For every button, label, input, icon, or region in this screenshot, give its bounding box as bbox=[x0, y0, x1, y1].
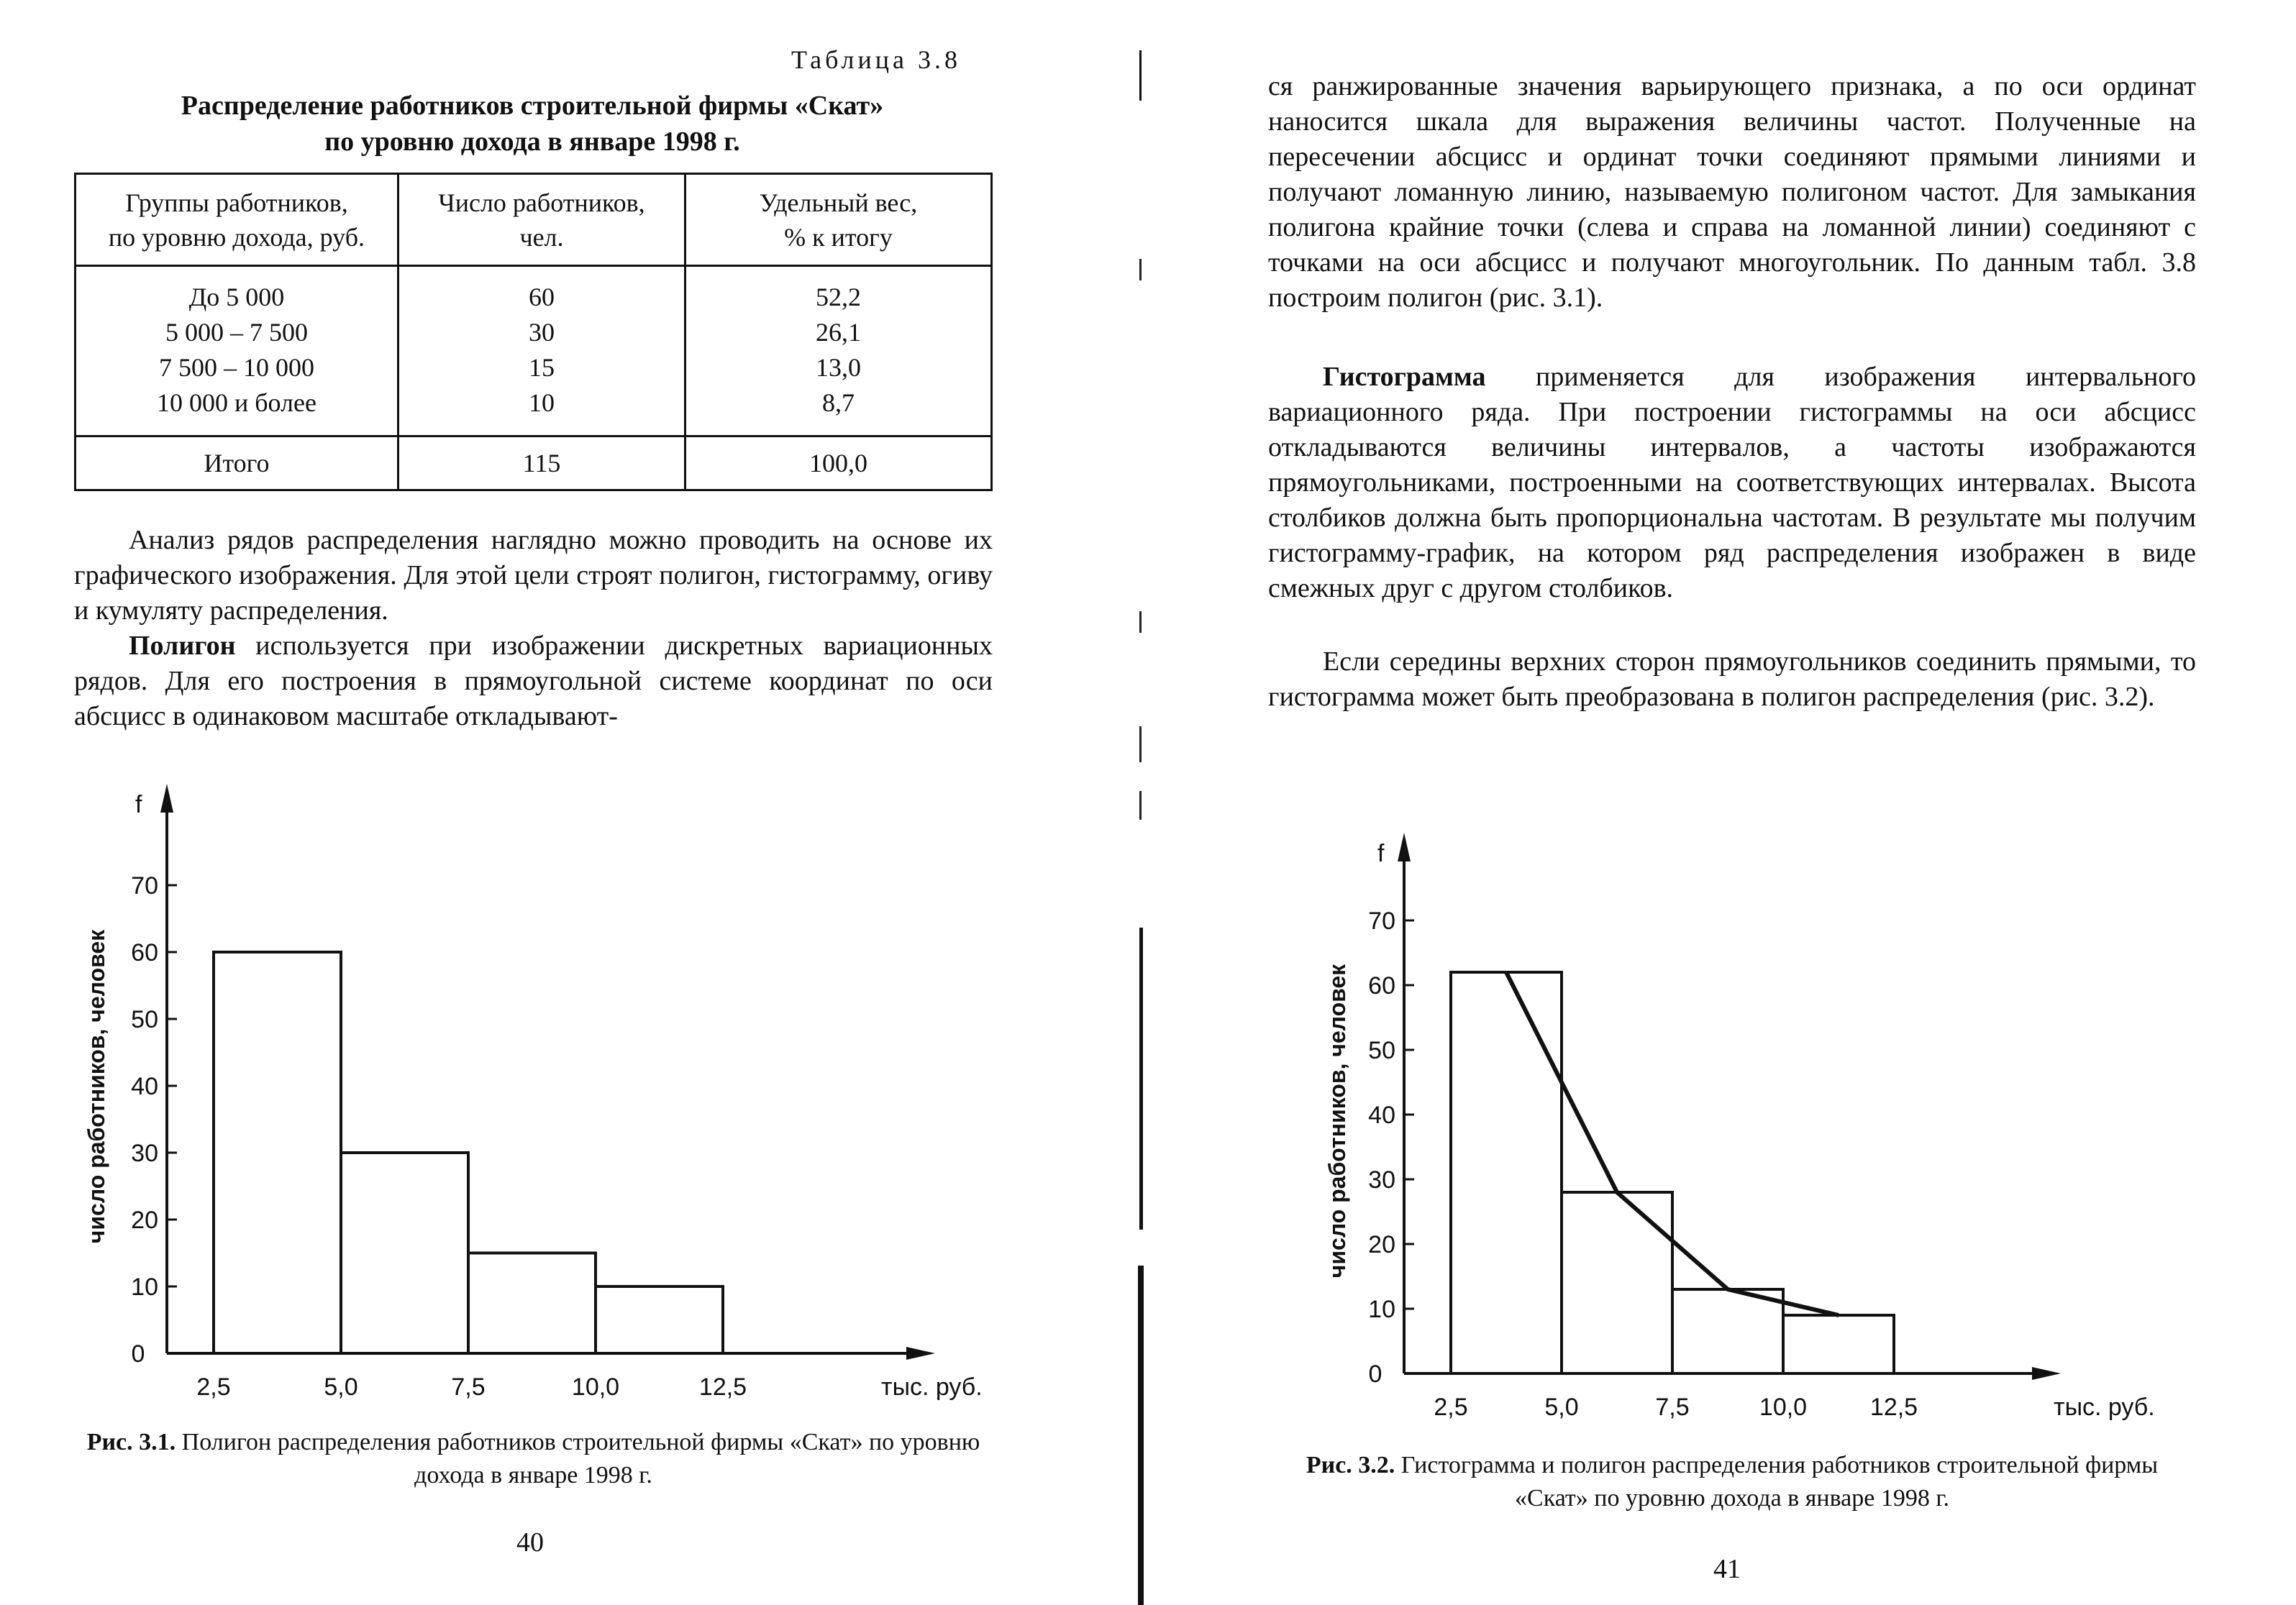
table-cell: 26,1 bbox=[816, 318, 862, 347]
table-cell: 10 000 и более bbox=[156, 388, 316, 417]
chart-1 bbox=[83, 784, 983, 1401]
table-cell: 60 bbox=[529, 283, 555, 311]
y-axis-symbol: f bbox=[135, 791, 142, 818]
term-polygon: Полигон bbox=[129, 631, 236, 661]
x-tick-label: 7,5 bbox=[1655, 1394, 1690, 1421]
page-number: 41 bbox=[1713, 1554, 1741, 1584]
x-axis-label: тыс. руб. bbox=[881, 1373, 983, 1401]
y-tick-label: 20 bbox=[1368, 1231, 1395, 1258]
caption-text: Полигон распределения работников строительной фирмы «Скат» по уровню дохода в январе 1998 г. bbox=[176, 1429, 980, 1489]
y-axis-arrow bbox=[1398, 833, 1411, 861]
x-tick-label: 12,5 bbox=[1869, 1394, 1918, 1421]
table-cell: 100,0 bbox=[685, 436, 992, 490]
histogram-bar bbox=[341, 1153, 468, 1353]
y-tick-label: 60 bbox=[131, 939, 158, 966]
origin-label: 0 bbox=[1368, 1361, 1382, 1388]
x-axis-label: тыс. руб. bbox=[2054, 1394, 2155, 1421]
table-title-line1: Распределение работников строительной фирмы «Скат» bbox=[181, 91, 884, 121]
x-tick-label: 12,5 bbox=[698, 1373, 747, 1401]
caption-label: Рис. 3.1. bbox=[86, 1429, 176, 1455]
table-cell: 5 000 – 7 500 bbox=[165, 318, 308, 347]
body-paragraph: Если середины верхних сторон прямоугольников соединить прямыми, то гистограмма может быть преобразована в полигон распределения (рис. 3.2). bbox=[1268, 646, 2196, 712]
term-histogram: Гистограмма bbox=[1323, 362, 1486, 392]
table-cell: 10 bbox=[529, 388, 555, 417]
y-tick-label: 30 bbox=[1368, 1166, 1395, 1194]
histogram-bar bbox=[1562, 1192, 1672, 1373]
caption-label: Рис. 3.2. bbox=[1306, 1452, 1395, 1478]
histogram-bar bbox=[468, 1253, 596, 1354]
paragraph-text: применяется для изображения интервального вариационного ряда. При построении гистограммы на оси абсцисс откладываются величины интервалов, а частоты изображаются прямоугольниками, построенными на соответствующих интервалах. Высота столбиков должна быть пропорциональна частотам. В результате мы получим гистограмму-график, на котором ряд распределения изображен в виде смежных друг с другом столбиков. bbox=[1268, 362, 2196, 603]
y-axis-symbol: f bbox=[1377, 840, 1385, 867]
histogram-bar bbox=[596, 1286, 723, 1353]
table-cell: 30 bbox=[529, 318, 555, 347]
paragraph-text: используется при изображении дискретных вариационных рядов. Для его построения в прямоугольной системе координат по оси абсцисс в одинаковом масштабе откладывают- bbox=[74, 631, 993, 731]
y-tick-label: 30 bbox=[131, 1140, 158, 1167]
table-header-cell: Число работников, чел. bbox=[398, 174, 685, 266]
table-cell: 8,7 bbox=[822, 388, 855, 417]
y-tick-label: 40 bbox=[1368, 1102, 1395, 1129]
y-axis-label: число работников, человек bbox=[83, 929, 109, 1244]
x-tick-label: 2,5 bbox=[1434, 1394, 1468, 1421]
table-cell: 7 500 – 10 000 bbox=[158, 353, 314, 382]
body-paragraph: ся ранжированные значения варьирующего признака, а по оси ординат наносится шкала для выражения величины частот. Полученные на пересечении абсцисс и ординат точки соединяют прямыми линиями и получают ломанную линию, называемую полигоном частот. Для замыкания полигона крайние точки (слева и справа на ломанной линии) соединяют с точками на оси абсцисс и получают многоугольник. По данным табл. 3.8 построим полигон (рис. 3.1). bbox=[1268, 71, 2196, 313]
table-cell: 13,0 bbox=[816, 353, 862, 382]
histogram-bar bbox=[1783, 1315, 1894, 1373]
table-cell: 115 bbox=[398, 436, 685, 490]
y-tick-label: 20 bbox=[131, 1207, 158, 1234]
y-tick-label: 70 bbox=[1368, 907, 1395, 935]
y-tick-label: 40 bbox=[131, 1073, 158, 1100]
y-axis-arrow bbox=[160, 784, 173, 813]
y-tick-label: 50 bbox=[131, 1006, 158, 1033]
caption-text: Гистограмма и полигон распределения работников строительной фирмы «Скат» по уровню дохода в январе 1998 г. bbox=[1395, 1452, 2159, 1512]
body-paragraph: Анализ рядов распределения наглядно можно проводить на основе их графического изображения. Для этой цели строят полигон, гистограмму, огиву и кумуляту распределения. bbox=[74, 525, 993, 626]
histogram-bar bbox=[1451, 972, 1562, 1373]
origin-label: 0 bbox=[131, 1340, 145, 1368]
table-header-cell: Удельный вес, % к итогу bbox=[685, 174, 992, 266]
table-label: Таблица 3.8 bbox=[791, 45, 961, 74]
table-cell: 52,2 bbox=[816, 283, 862, 311]
histogram-bar bbox=[214, 952, 341, 1353]
x-axis-arrow bbox=[2032, 1367, 2061, 1380]
y-tick-label: 60 bbox=[1368, 972, 1395, 1000]
page-number: 40 bbox=[516, 1527, 544, 1558]
x-tick-label: 10,0 bbox=[1759, 1394, 1808, 1421]
y-tick-label: 70 bbox=[131, 872, 158, 900]
x-tick-label: 2,5 bbox=[196, 1373, 231, 1401]
y-axis-label: число работников, человек bbox=[1324, 964, 1350, 1279]
y-tick-label: 10 bbox=[131, 1274, 158, 1301]
x-tick-label: 5,0 bbox=[1544, 1394, 1579, 1421]
table-cell: До 5 000 bbox=[188, 283, 285, 311]
y-tick-label: 10 bbox=[1368, 1296, 1395, 1323]
x-tick-label: 10,0 bbox=[571, 1373, 620, 1401]
table-cell: 15 bbox=[529, 353, 555, 382]
x-tick-label: 7,5 bbox=[451, 1373, 486, 1401]
table-header-cell: Группы работников, по уровню дохода, руб. bbox=[76, 174, 398, 266]
y-tick-label: 50 bbox=[1368, 1037, 1395, 1064]
x-axis-arrow bbox=[906, 1347, 935, 1360]
x-tick-label: 5,0 bbox=[324, 1373, 358, 1401]
table-title-line2: по уровню дохода в январе 1998 г. bbox=[324, 127, 740, 157]
histogram-bar bbox=[1672, 1289, 1783, 1373]
chart-2 bbox=[1324, 833, 2155, 1421]
table-cell: Итого bbox=[76, 436, 398, 490]
